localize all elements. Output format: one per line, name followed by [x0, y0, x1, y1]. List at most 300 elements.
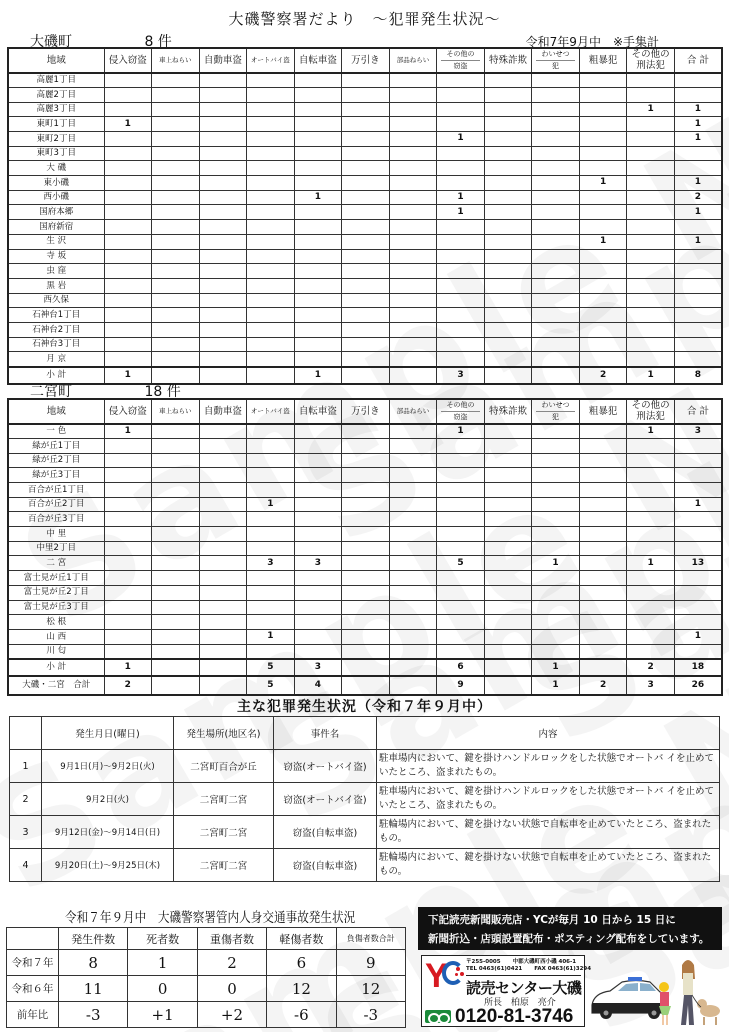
- count-cell: [294, 600, 342, 615]
- count-cell: 1: [247, 497, 295, 512]
- count-cell: 3: [294, 556, 342, 571]
- count-cell: [152, 541, 200, 556]
- count-cell: [294, 308, 342, 323]
- count-cell: [579, 146, 627, 161]
- count-cell: [627, 73, 675, 88]
- count-cell: [104, 190, 152, 205]
- area-name: 東小磯: [8, 176, 104, 191]
- count-cell: [152, 190, 200, 205]
- count-cell: [389, 541, 437, 556]
- count-cell: [152, 146, 200, 161]
- header-row: [10, 717, 720, 750]
- case-date: 9月1日(月)～9月2日(火): [42, 750, 174, 783]
- traffic-title: 令和７年９月中 大磯警察署管内人身交通事故発生状況: [65, 910, 356, 926]
- count-cell: [579, 629, 627, 644]
- table-row: [8, 556, 722, 571]
- count-cell: [579, 117, 627, 132]
- subtotal-cell: 2: [627, 659, 675, 676]
- grand-total-cell: [199, 676, 247, 695]
- count-cell: [104, 132, 152, 147]
- column-header: 車上ねらい: [152, 399, 200, 424]
- count-cell: [437, 527, 485, 542]
- count-cell: [579, 556, 627, 571]
- count-cell: [294, 146, 342, 161]
- count-cell: [199, 102, 247, 117]
- table-row: [8, 337, 722, 352]
- count-cell: [484, 497, 532, 512]
- count-cell: [247, 438, 295, 453]
- area-name: 石神台2丁目: [8, 322, 104, 337]
- count-cell: [294, 527, 342, 542]
- subtotal-cell: [199, 659, 247, 676]
- case-date: 9月12日(金)～9月14日(日): [42, 816, 174, 849]
- count-cell: [674, 146, 722, 161]
- count-cell: [104, 293, 152, 308]
- count-cell: [674, 249, 722, 264]
- count-cell: [437, 293, 485, 308]
- count-cell: 1: [674, 205, 722, 220]
- area-name: 中里2丁目: [8, 541, 104, 556]
- count-cell: [152, 527, 200, 542]
- table-row: [8, 497, 722, 512]
- case-number: 2: [10, 783, 42, 816]
- count-cell: [484, 322, 532, 337]
- count-cell: [247, 453, 295, 468]
- count-cell: [294, 132, 342, 147]
- count-cell: [247, 571, 295, 586]
- column-header: 地域: [8, 48, 104, 73]
- count-cell: [484, 176, 532, 191]
- count-cell: [389, 234, 437, 249]
- count-cell: [532, 264, 580, 279]
- count-cell: [342, 176, 390, 191]
- traffic-value: 8: [59, 950, 128, 976]
- count-cell: [437, 176, 485, 191]
- count-cell: [484, 644, 532, 659]
- count-cell: [294, 615, 342, 630]
- count-cell: [342, 541, 390, 556]
- count-cell: [294, 293, 342, 308]
- traffic-accident-table: [6, 927, 406, 1028]
- count-cell: [104, 220, 152, 235]
- count-cell: [532, 600, 580, 615]
- count-cell: [579, 308, 627, 323]
- table-row: [8, 132, 722, 147]
- count-cell: [342, 571, 390, 586]
- subtotal-cell: [342, 367, 390, 384]
- table-row: [8, 322, 722, 337]
- count-cell: [674, 87, 722, 102]
- count-cell: [437, 264, 485, 279]
- count-cell: [627, 161, 675, 176]
- store-address: 〒255-0005 中郡大磯町西小磯 406-1 TEL 0463(61)0421 FAX 0463(61)3294: [466, 959, 592, 973]
- count-cell: [342, 205, 390, 220]
- count-cell: [674, 73, 722, 88]
- count-cell: [532, 132, 580, 147]
- count-cell: [627, 234, 675, 249]
- grand-total-cell: [152, 676, 200, 695]
- count-cell: [342, 161, 390, 176]
- count-cell: [247, 161, 295, 176]
- count-cell: [627, 615, 675, 630]
- count-cell: [152, 132, 200, 147]
- count-cell: [199, 322, 247, 337]
- count-cell: [247, 264, 295, 279]
- count-cell: [627, 278, 675, 293]
- count-cell: 1: [437, 190, 485, 205]
- area-name: 高麗2丁目: [8, 87, 104, 102]
- count-cell: [389, 497, 437, 512]
- count-cell: [674, 161, 722, 176]
- column-header: 特殊詐欺: [484, 399, 532, 424]
- column-header: 粗暴犯: [579, 48, 627, 73]
- count-cell: [437, 87, 485, 102]
- count-cell: [627, 293, 675, 308]
- area-name: 高麗1丁目: [8, 73, 104, 88]
- count-cell: [484, 308, 532, 323]
- count-cell: [437, 73, 485, 88]
- column-header: 発生月日(曜日): [42, 717, 174, 750]
- count-cell: [152, 264, 200, 279]
- count-cell: [199, 146, 247, 161]
- count-cell: [627, 205, 675, 220]
- count-cell: [104, 644, 152, 659]
- count-cell: [389, 87, 437, 102]
- table-row: [8, 190, 722, 205]
- count-cell: [437, 322, 485, 337]
- area-name: 緑が丘2丁目: [8, 453, 104, 468]
- area-name: 生 沢: [8, 234, 104, 249]
- count-cell: [627, 264, 675, 279]
- count-cell: [247, 468, 295, 483]
- count-cell: 1: [674, 132, 722, 147]
- table-row: [8, 73, 722, 88]
- count-cell: [152, 438, 200, 453]
- count-cell: [532, 483, 580, 498]
- count-cell: [199, 264, 247, 279]
- table-row: [8, 527, 722, 542]
- count-cell: [342, 87, 390, 102]
- table-row: [8, 278, 722, 293]
- count-cell: [199, 556, 247, 571]
- count-cell: [152, 308, 200, 323]
- count-cell: [247, 644, 295, 659]
- count-cell: [389, 278, 437, 293]
- count-cell: [437, 161, 485, 176]
- count-cell: [389, 102, 437, 117]
- header-row: [7, 928, 406, 950]
- count-cell: 1: [674, 234, 722, 249]
- count-cell: [294, 541, 342, 556]
- subtotal-cell: [247, 367, 295, 384]
- table-row: [8, 161, 722, 176]
- count-cell: [342, 220, 390, 235]
- area-name: 石神台1丁目: [8, 308, 104, 323]
- count-cell: 1: [627, 102, 675, 117]
- row-label: 令和６年: [7, 976, 59, 1002]
- count-cell: [247, 585, 295, 600]
- count-cell: [104, 556, 152, 571]
- count-cell: [484, 468, 532, 483]
- count-cell: [532, 453, 580, 468]
- count-cell: [484, 132, 532, 147]
- count-cell: [342, 629, 390, 644]
- case-number: 1: [10, 750, 42, 783]
- count-cell: [532, 205, 580, 220]
- count-cell: [199, 424, 247, 439]
- count-cell: [294, 264, 342, 279]
- count-cell: 13: [674, 556, 722, 571]
- count-cell: [199, 220, 247, 235]
- case-place: 二宮町二宮: [174, 816, 274, 849]
- count-cell: [484, 146, 532, 161]
- count-cell: [579, 497, 627, 512]
- count-cell: [627, 308, 675, 323]
- case-content: 駐車場内において、鍵を掛けハンドルロックをした状態でオートバ イを止めていたところ、盗まれたもの。: [377, 783, 720, 816]
- count-cell: [247, 102, 295, 117]
- count-cell: [389, 424, 437, 439]
- table-row: [8, 600, 722, 615]
- count-cell: [674, 644, 722, 659]
- row-label: 令和７年: [7, 950, 59, 976]
- count-cell: [294, 102, 342, 117]
- traffic-value: 12: [336, 976, 405, 1002]
- area-name: 百合が丘1丁目: [8, 483, 104, 498]
- grand-total-cell: 3: [627, 676, 675, 695]
- count-cell: [294, 644, 342, 659]
- area-name: 西小磯: [8, 190, 104, 205]
- count-cell: [247, 132, 295, 147]
- count-cell: [199, 352, 247, 367]
- count-cell: [342, 278, 390, 293]
- count-cell: [532, 644, 580, 659]
- count-cell: [199, 117, 247, 132]
- subtotal-cell: 3: [294, 659, 342, 676]
- count-cell: 2: [674, 190, 722, 205]
- subtotal-cell: 6: [437, 659, 485, 676]
- count-cell: [484, 117, 532, 132]
- count-cell: [484, 264, 532, 279]
- count-cell: [437, 512, 485, 527]
- count-cell: [342, 600, 390, 615]
- column-header: 軽傷者数: [267, 928, 336, 950]
- count-cell: [342, 132, 390, 147]
- count-cell: [152, 293, 200, 308]
- count-cell: [342, 453, 390, 468]
- count-cell: [627, 629, 675, 644]
- column-header: 自転車盗: [294, 48, 342, 73]
- column-header: 万引き: [342, 48, 390, 73]
- area-name: 一 色: [8, 424, 104, 439]
- store-name: 読売センター大磯: [466, 975, 581, 998]
- count-cell: [294, 337, 342, 352]
- traffic-value: +2: [197, 1002, 266, 1028]
- count-cell: [532, 438, 580, 453]
- count-cell: [627, 483, 675, 498]
- count-cell: [342, 585, 390, 600]
- count-cell: [342, 190, 390, 205]
- count-cell: [247, 146, 295, 161]
- count-cell: [484, 600, 532, 615]
- count-cell: [104, 527, 152, 542]
- notice-line-1: 下記読売新聞販売店・YCが毎月 10 日から 15 日に: [428, 914, 676, 926]
- area-name: 黒 岩: [8, 278, 104, 293]
- case-row: [10, 849, 720, 882]
- column-header: 自動車盗: [199, 399, 247, 424]
- column-header: 特殊詐欺: [484, 48, 532, 73]
- case-date: 9月2日(火): [42, 783, 174, 816]
- count-cell: [532, 146, 580, 161]
- ninomiya-town-name: 二宮町: [30, 384, 72, 400]
- grand-total-cell: [389, 676, 437, 695]
- count-cell: [247, 190, 295, 205]
- ninomiya-crime-table: [7, 398, 723, 696]
- count-cell: [484, 424, 532, 439]
- count-cell: [579, 438, 627, 453]
- column-header: 万引き: [342, 399, 390, 424]
- count-cell: [437, 600, 485, 615]
- count-cell: [484, 73, 532, 88]
- column-header: 合 計: [674, 399, 722, 424]
- subtotal-cell: 3: [437, 367, 485, 384]
- traffic-value: 2: [197, 950, 266, 976]
- count-cell: [247, 424, 295, 439]
- count-cell: [484, 453, 532, 468]
- count-cell: [152, 615, 200, 630]
- count-cell: [579, 278, 627, 293]
- area-name: 山 西: [8, 629, 104, 644]
- count-cell: [437, 497, 485, 512]
- count-cell: [579, 161, 627, 176]
- count-cell: [152, 424, 200, 439]
- count-cell: [437, 220, 485, 235]
- count-cell: [199, 453, 247, 468]
- count-cell: [389, 585, 437, 600]
- count-cell: [342, 424, 390, 439]
- count-cell: [532, 585, 580, 600]
- column-header: 粗暴犯: [579, 399, 627, 424]
- count-cell: [674, 322, 722, 337]
- column-header: 侵入窃盗: [104, 399, 152, 424]
- traffic-value: 6: [267, 950, 336, 976]
- case-row: [10, 783, 720, 816]
- count-cell: [104, 278, 152, 293]
- count-cell: [579, 585, 627, 600]
- column-header: 部品ねらい: [389, 48, 437, 73]
- table-row: [8, 644, 722, 659]
- count-cell: [389, 615, 437, 630]
- table-row: [8, 585, 722, 600]
- table-row: [8, 234, 722, 249]
- count-cell: 1: [294, 190, 342, 205]
- count-cell: [199, 585, 247, 600]
- count-cell: [294, 453, 342, 468]
- count-cell: [389, 308, 437, 323]
- count-cell: [627, 146, 675, 161]
- count-cell: [104, 629, 152, 644]
- count-cell: [484, 102, 532, 117]
- count-cell: [579, 337, 627, 352]
- free-dial-icon: [425, 1010, 451, 1023]
- grand-total-cell: 2: [104, 676, 152, 695]
- count-cell: [532, 190, 580, 205]
- count-cell: [199, 337, 247, 352]
- area-name: 富士見が丘2丁目: [8, 585, 104, 600]
- count-cell: [674, 527, 722, 542]
- count-cell: [294, 87, 342, 102]
- police-car-family-illustration: [588, 955, 726, 1030]
- count-cell: [579, 322, 627, 337]
- grand-total-cell: 5: [247, 676, 295, 695]
- count-cell: [152, 600, 200, 615]
- count-cell: [484, 293, 532, 308]
- count-cell: [104, 571, 152, 586]
- count-cell: [389, 629, 437, 644]
- area-name: 月 京: [8, 352, 104, 367]
- count-cell: [389, 190, 437, 205]
- case-number: 4: [10, 849, 42, 882]
- count-cell: [627, 337, 675, 352]
- police-car-icon: [592, 977, 668, 1019]
- table-row: [8, 571, 722, 586]
- count-cell: [389, 337, 437, 352]
- count-cell: 1: [247, 629, 295, 644]
- count-cell: [342, 73, 390, 88]
- count-cell: [484, 205, 532, 220]
- count-cell: [199, 541, 247, 556]
- count-cell: [104, 87, 152, 102]
- count-cell: [437, 337, 485, 352]
- count-cell: [674, 468, 722, 483]
- area-name: 大 磯: [8, 161, 104, 176]
- major-cases-title: 主な犯罪発生状況（令和７年９月中）: [237, 699, 492, 715]
- count-cell: [389, 176, 437, 191]
- row-label: 前年比: [7, 1002, 59, 1028]
- table-row: [8, 176, 722, 191]
- count-cell: [342, 512, 390, 527]
- count-cell: [152, 161, 200, 176]
- column-header: 自動車盗: [199, 48, 247, 73]
- count-cell: [104, 176, 152, 191]
- table-row: [8, 220, 722, 235]
- count-cell: [532, 117, 580, 132]
- count-cell: [247, 483, 295, 498]
- count-cell: [342, 556, 390, 571]
- area-name: 東町2丁目: [8, 132, 104, 147]
- case-content: 駐車場内において、鍵を掛けハンドルロックをした状態でオートバ イを止めていたところ、盗まれたもの。: [377, 750, 720, 783]
- column-header: 死者数: [128, 928, 197, 950]
- count-cell: [199, 512, 247, 527]
- count-cell: [437, 483, 485, 498]
- count-cell: [532, 512, 580, 527]
- count-cell: [437, 249, 485, 264]
- count-cell: [294, 424, 342, 439]
- subtotal-cell: [484, 659, 532, 676]
- count-cell: [152, 629, 200, 644]
- area-name: 国府新宿: [8, 220, 104, 235]
- yc-store-ad: [421, 955, 592, 1027]
- table-row: [8, 468, 722, 483]
- count-cell: [579, 571, 627, 586]
- count-cell: [104, 468, 152, 483]
- traffic-row: [7, 950, 406, 976]
- count-cell: [342, 249, 390, 264]
- count-cell: [389, 322, 437, 337]
- count-cell: [627, 497, 675, 512]
- count-cell: [294, 512, 342, 527]
- distribution-notice: [418, 907, 722, 950]
- count-cell: [579, 73, 627, 88]
